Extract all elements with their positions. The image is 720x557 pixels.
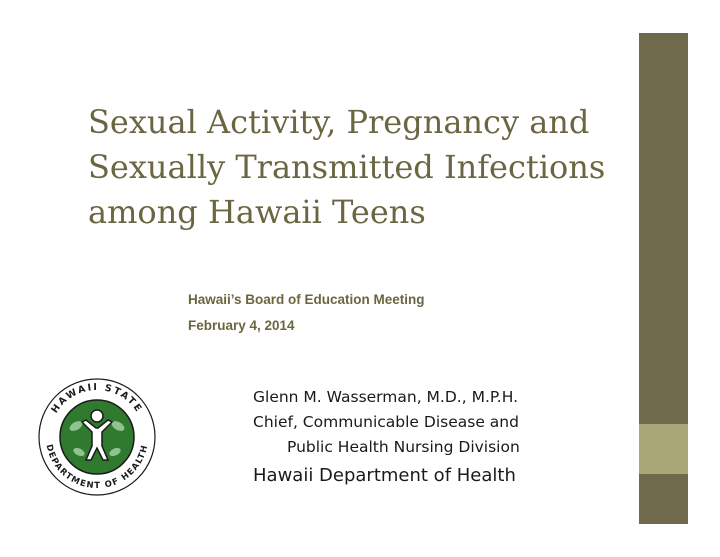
hawaii-state-department-of-health-seal-icon xyxy=(36,376,158,498)
meeting-date: February 4, 2014 xyxy=(188,318,295,333)
presenter-info xyxy=(253,385,520,492)
title-line-2: Sexually Transmitted Infections xyxy=(88,148,606,186)
seal-bottom-text: DEPARTMENT OF HEALTH xyxy=(43,443,151,492)
seal-top-text: HAWAII STATE xyxy=(49,381,145,416)
decorative-bar-middle xyxy=(639,424,688,474)
meeting-info xyxy=(188,287,425,339)
presenter-organization: Hawaii Department of Health xyxy=(253,465,516,486)
decorative-bar-top xyxy=(639,33,688,424)
presenter-role-line-1: Chief, Communicable Disease and xyxy=(253,413,519,431)
title-line-3: among Hawaii Teens xyxy=(88,193,426,231)
meeting-name: Hawaii’s Board of Education Meeting xyxy=(188,292,425,307)
decorative-bar-bottom xyxy=(639,474,688,524)
title-line-1: Sexual Activity, Pregnancy and xyxy=(88,103,590,141)
slide-title xyxy=(88,100,628,235)
presenter-name: Glenn M. Wasserman, M.D., M.P.H. xyxy=(253,388,519,406)
presenter-role-line-2: Public Health Nursing Division xyxy=(287,438,520,456)
